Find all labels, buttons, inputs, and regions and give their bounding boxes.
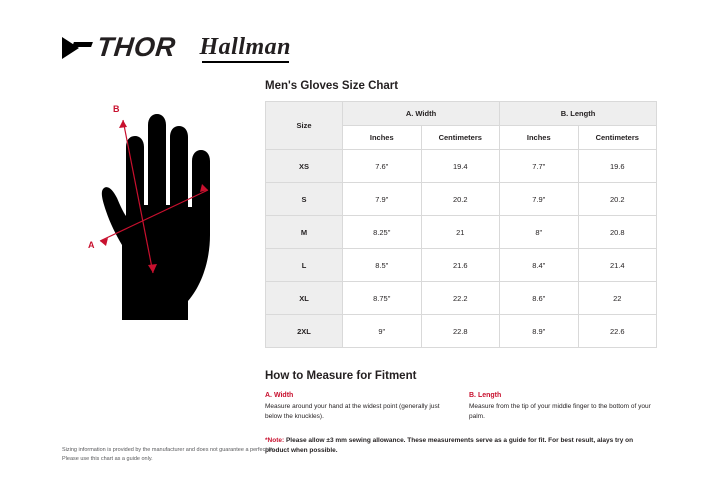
cell-width-inches: 7.6" <box>343 150 422 183</box>
cell-length-inches: 8.4" <box>500 249 579 282</box>
cell-size: M <box>266 216 343 249</box>
table-header-row-groups <box>266 102 657 126</box>
how-to-measure-title: How to Measure for Fitment <box>265 370 417 382</box>
col-header-width-group: A. Width <box>343 102 500 126</box>
thor-logo <box>62 34 176 61</box>
cell-size: S <box>266 183 343 216</box>
label-b: B <box>113 104 120 114</box>
measure-width-block <box>265 392 451 422</box>
col-header-length-group: B. Length <box>500 102 657 126</box>
table-row <box>266 216 657 249</box>
glove-illustration-svg <box>60 95 240 320</box>
cell-length-inches: 8.6" <box>500 282 579 315</box>
note-text: Please allow ±3 mm sewing allowance. These measurements serve as a guide for fit. For best result, alays try on product when possible. <box>265 437 634 455</box>
cell-length-cm: 20.8 <box>578 216 657 249</box>
label-a: A <box>88 240 95 250</box>
cell-length-inches: 7.7" <box>500 150 579 183</box>
glove-diagram <box>60 95 240 320</box>
table-row <box>266 183 657 216</box>
col-header-size: Size <box>266 102 343 150</box>
chart-column <box>265 80 657 456</box>
measure-length-heading: B. Length <box>469 392 502 399</box>
col-header-width-inches: Inches <box>343 126 422 150</box>
measure-length-block <box>469 392 655 422</box>
note-block <box>265 436 650 456</box>
footer-line-2: Please use this chart as a guide only. <box>62 456 153 463</box>
cell-width-inches: 8.5" <box>343 249 422 282</box>
cell-length-inches: 8" <box>500 216 579 249</box>
table-header <box>266 102 657 150</box>
thor-hammer-icon <box>62 35 92 61</box>
cell-size: 2XL <box>266 315 343 348</box>
thor-wordmark: THOR <box>95 32 178 62</box>
hand-silhouette <box>102 114 210 320</box>
hallman-wordmark: Hallman <box>199 34 292 60</box>
cell-size: L <box>266 249 343 282</box>
cell-width-cm: 21 <box>421 216 500 249</box>
col-header-width-cm: Centimeters <box>421 126 500 150</box>
cell-length-cm: 22 <box>578 282 657 315</box>
cell-size: XL <box>266 282 343 315</box>
cell-width-inches: 8.25" <box>343 216 422 249</box>
measure-width-text: Measure around your hand at the widest point (generally just below the knuckles). <box>265 403 440 421</box>
table-body <box>266 150 657 348</box>
cell-width-cm: 22.8 <box>421 315 500 348</box>
page-title: Men's Gloves Size Chart <box>265 80 399 92</box>
brand-header <box>62 34 293 61</box>
cell-length-inches: 7.9" <box>500 183 579 216</box>
cell-length-cm: 20.2 <box>578 183 657 216</box>
footer-line-1: Sizing information is provided by the manufacturer and does not guarantee a perfect fit. <box>62 447 275 453</box>
cell-width-inches: 9" <box>343 315 422 348</box>
measure-length-text: Measure from the tip of your middle finger to the bottom of your palm. <box>469 403 651 421</box>
table-row <box>266 150 657 183</box>
measure-width-heading: A. Width <box>265 392 294 399</box>
cell-length-cm: 22.6 <box>578 315 657 348</box>
cell-width-cm: 22.2 <box>421 282 500 315</box>
cell-width-inches: 8.75" <box>343 282 422 315</box>
cell-width-cm: 19.4 <box>421 150 500 183</box>
table-row <box>266 282 657 315</box>
how-to-measure-columns <box>265 392 657 422</box>
col-header-length-cm: Centimeters <box>578 126 657 150</box>
cell-width-inches: 7.9" <box>343 183 422 216</box>
table-row <box>266 315 657 348</box>
size-chart-table <box>265 101 657 348</box>
length-arrow-top <box>119 120 127 128</box>
cell-length-cm: 19.6 <box>578 150 657 183</box>
cell-length-cm: 21.4 <box>578 249 657 282</box>
note-label: *Note: <box>265 437 285 445</box>
cell-width-cm: 20.2 <box>421 183 500 216</box>
footer-disclaimer <box>62 446 322 465</box>
table-row <box>266 249 657 282</box>
cell-width-cm: 21.6 <box>421 249 500 282</box>
cell-length-inches: 8.9" <box>500 315 579 348</box>
col-header-length-inches: Inches <box>500 126 579 150</box>
cell-size: XS <box>266 150 343 183</box>
